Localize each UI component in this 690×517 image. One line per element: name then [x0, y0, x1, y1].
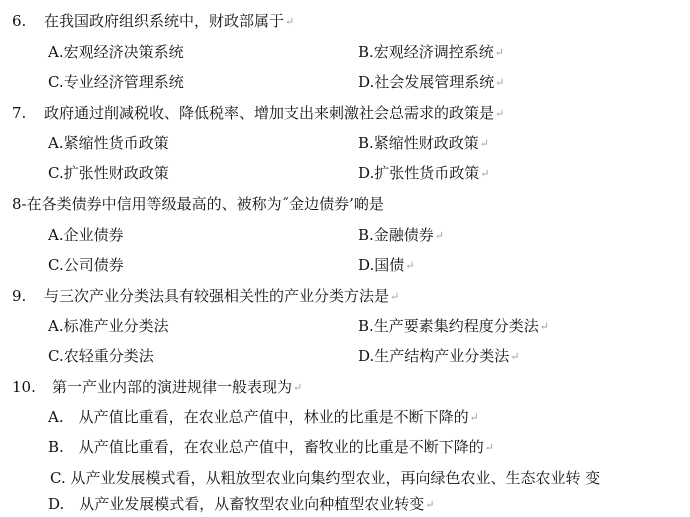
option-c: C.农轻重分类法: [48, 347, 154, 365]
paragraph-mark-icon: ↵: [293, 381, 303, 394]
paragraph-mark-icon: ↵: [494, 46, 505, 59]
option-d: D.国债: [358, 256, 405, 274]
paragraph-mark-icon: ↵: [484, 441, 495, 454]
option-c: C. 从产业发展模式看，从粗放型农业向集约型农业，再向绿色农业、生态农业转 变: [50, 469, 601, 487]
question-text: 在我国政府组织系统中，财政部属于: [44, 12, 285, 30]
option-d: D.生产结构产业分类法: [358, 347, 510, 365]
option-b: B.生产要素集约程度分类法: [358, 317, 539, 335]
paragraph-mark-icon: ↵: [285, 15, 295, 28]
question-number: 7.: [12, 104, 27, 122]
question-text: 与三次产业分类法具有较强相关性的产业分类方法是: [44, 287, 390, 305]
paragraph-mark-icon: ↵: [405, 259, 415, 272]
option-a: A.标准产业分类法: [48, 317, 169, 335]
paragraph-mark-icon: ↵: [480, 167, 490, 180]
option-d: D.社会发展管理系统: [358, 73, 495, 91]
paragraph-mark-icon: ↵: [495, 76, 505, 89]
question-number: 6.: [12, 12, 27, 30]
question-number: 10.: [12, 378, 36, 396]
paragraph-mark-icon: ↵: [434, 229, 445, 242]
option-b: B. 从产值比重看，在农业总产值中，畜牧业的比重是不断下降的: [48, 438, 484, 456]
option-b: B.宏观经济调控系统: [358, 43, 494, 61]
option-b: B.紧缩性财政政策: [358, 134, 479, 152]
paragraph-mark-icon: ↵: [510, 350, 520, 363]
question-number: 9.: [12, 287, 27, 305]
paragraph-mark-icon: ↵: [425, 498, 435, 511]
option-d: D. 从产业发展模式看，从畜牧型农业向种植型农业转变: [48, 495, 425, 513]
question-text: 第一产业内部的演进规律一般表现为: [52, 378, 293, 396]
paragraph-mark-icon: ↵: [469, 411, 479, 424]
paragraph-mark-icon: ↵: [539, 320, 550, 333]
option-b: B.金融债券: [358, 226, 434, 244]
option-a: A.宏观经济决策系统: [48, 43, 184, 61]
option-a: A.企业债券: [48, 226, 124, 244]
paragraph-mark-icon: ↵: [390, 290, 400, 303]
option-a: A. 从产值比重看，在农业总产值中，林业的比重是不断下降的: [48, 408, 469, 426]
paragraph-mark-icon: ↵: [479, 137, 490, 150]
option-a: A.紧缩性货币政策: [48, 134, 169, 152]
question-text: 政府通过削减税收、降低税率、增加支出来刺激社会总需求的政策是: [44, 104, 495, 122]
option-c: C.公司债券: [48, 256, 124, 274]
paragraph-mark-icon: ↵: [495, 107, 505, 120]
option-c: C.专业经济管理系统: [48, 73, 184, 91]
option-c: C.扩张性财政政策: [48, 164, 169, 182]
option-d: D.扩张性货币政策: [358, 164, 480, 182]
question-text: 8-在各类债券中信用等级最高的、被称为˝金边债券’啲是: [12, 195, 384, 213]
